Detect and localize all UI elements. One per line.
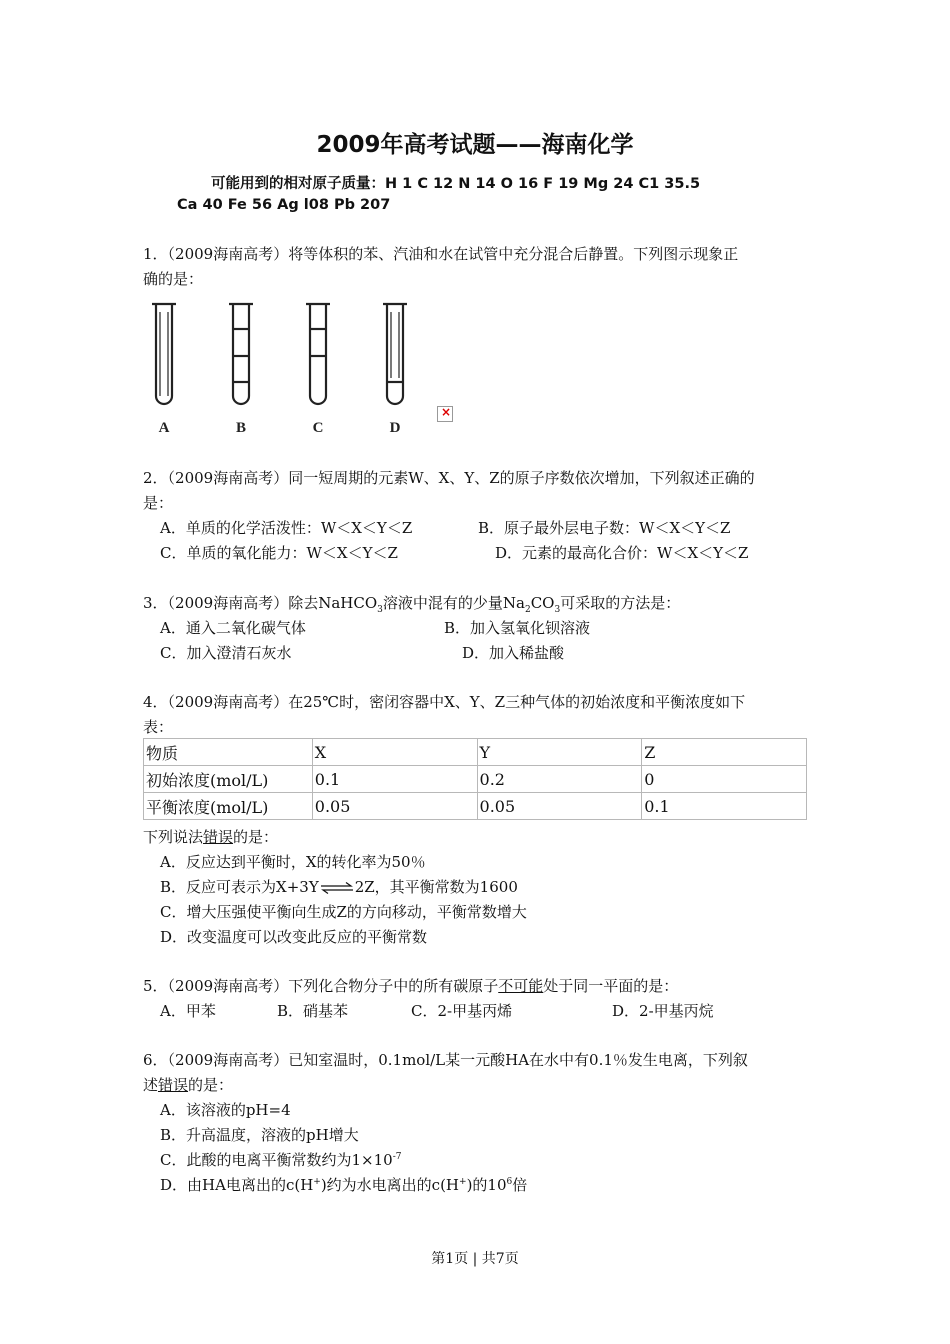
table-cell: 物质 [144, 739, 313, 766]
q4-stem-line-2: 表： [143, 718, 174, 736]
test-tube-d [383, 304, 407, 404]
page-title: 2009年高考试题——海南化学 [316, 132, 634, 158]
q4-option-a: A．反应达到平衡时，X的转化率为50％ [160, 853, 426, 871]
q3-option-b: B．加入氢氧化钡溶液 [444, 619, 591, 637]
atomic-mass-line-1: 可能用到的相对原子质量：H 1 C 12 N 14 O 16 F 19 Mg 24 C1 35.5 [211, 176, 701, 192]
q4-stem-line-1: 4．（2009海南高考）在25℃时，密闭容器中X、Y、Z三种气体的初始浓度和平衡浓度如下 [143, 693, 746, 711]
q3-option-d: D．加入稀盐酸 [462, 644, 565, 662]
q4-sub-stem: 下列说法错误的是： [143, 828, 279, 846]
q1-stem-line-2: 确的是： [143, 270, 204, 288]
table-row [144, 739, 807, 766]
atomic-mass-line-2: Ca 40 Fe 56 Ag l08 Pb 207 [177, 197, 391, 213]
table-cell: Y [477, 739, 642, 766]
q5-option-a: A．甲苯 [160, 1002, 216, 1020]
q6-option-a: A．该溶液的pH=4 [160, 1101, 291, 1119]
table-row [144, 793, 807, 820]
q5-option-b: B．硝基苯 [277, 1002, 349, 1020]
q2-option-d: D．元素的最高化合价：W＜X＜Y＜Z [495, 544, 749, 562]
tube-label-b: B [235, 420, 247, 436]
q3-stem: 3．（2009海南高考）除去NaHCO$_3$溶液中混有的少量$Na_2CO_3$可采取的方法是： [143, 594, 681, 615]
q6-option-d: D．由HA电离出的c(H+)约为水电离出的c(H+)的$10^6$倍 [160, 1176, 528, 1194]
test-tube-a [152, 304, 176, 404]
q5-stem: 5．（2009海南高考）下列化合物分子中的所有碳原子不可能处于同一平面的是： [143, 977, 679, 995]
table-cell: X [312, 739, 477, 766]
test-tube-figure [140, 298, 430, 438]
q2-stem-line-1: 2．（2009海南高考）同一短周期的元素W、X、Y、Z的原子序数依次增加，下列叙述正确的 [143, 469, 755, 487]
table-cell: 平衡浓度(mol/L) [144, 793, 313, 820]
tube-label-a: A [158, 420, 170, 436]
q2-stem-line-2: 是： [143, 494, 174, 512]
tube-label-c: C [312, 420, 324, 436]
q5-option-c: C．2-甲基丙烯 [411, 1002, 513, 1020]
test-tube-b [229, 304, 253, 404]
q4-option-d: D．改变温度可以改变此反应的平衡常数 [160, 928, 428, 946]
table-row [144, 766, 807, 793]
table-cell: 0.05 [477, 793, 642, 820]
q6-option-b: B．升高温度，溶液的pH增大 [160, 1126, 359, 1144]
q2-option-c: C．单质的氧化能力：W＜X＜Y＜Z [160, 544, 398, 562]
q6-stem-line-2: 述错误的是： [143, 1076, 234, 1094]
table-cell: 0.1 [642, 793, 807, 820]
equilibrium-arrow-icon [320, 882, 354, 894]
q3-option-a: A．通入二氧化碳气体 [160, 619, 306, 637]
broken-image-icon: × [437, 406, 453, 422]
q4-option-b: B．反应可表示为X+3Y 2Z，其平衡常数为1600 [160, 878, 518, 896]
table-cell: 0.05 [312, 793, 477, 820]
concentration-table [143, 738, 807, 820]
table-cell: 0.1 [312, 766, 477, 793]
q6-stem-line-1: 6．（2009海南高考）已知室温时，0.1mol/L某一元酸HA在水中有0.1％发生电离，下列叙 [143, 1051, 748, 1069]
table-cell: 0 [642, 766, 807, 793]
tube-label-d: D [389, 420, 401, 436]
q5-option-d: D．2-甲基丙烷 [612, 1002, 714, 1020]
test-tube-c [306, 304, 330, 404]
page-footer: 第1页 | 共7页 [431, 1251, 519, 1267]
q2-option-a: A．单质的化学活泼性：W＜X＜Y＜Z [160, 519, 413, 537]
table-cell: 初始浓度(mol/L) [144, 766, 313, 793]
table-cell: 0.2 [477, 766, 642, 793]
table-cell: Z [642, 739, 807, 766]
q6-option-c: C．此酸的电离平衡常数约为$1\times 10^{-7}$ [160, 1151, 402, 1169]
q2-option-b: B．原子最外层电子数：W＜X＜Y＜Z [478, 519, 731, 537]
q4-option-c: C．增大压强使平衡向生成Z的方向移动，平衡常数增大 [160, 903, 527, 921]
q1-stem-line-1: 1．（2009海南高考）将等体积的苯、汽油和水在试管中充分混合后静置。下列图示现象正 [143, 245, 739, 263]
q3-option-c: C．加入澄清石灰水 [160, 644, 292, 662]
